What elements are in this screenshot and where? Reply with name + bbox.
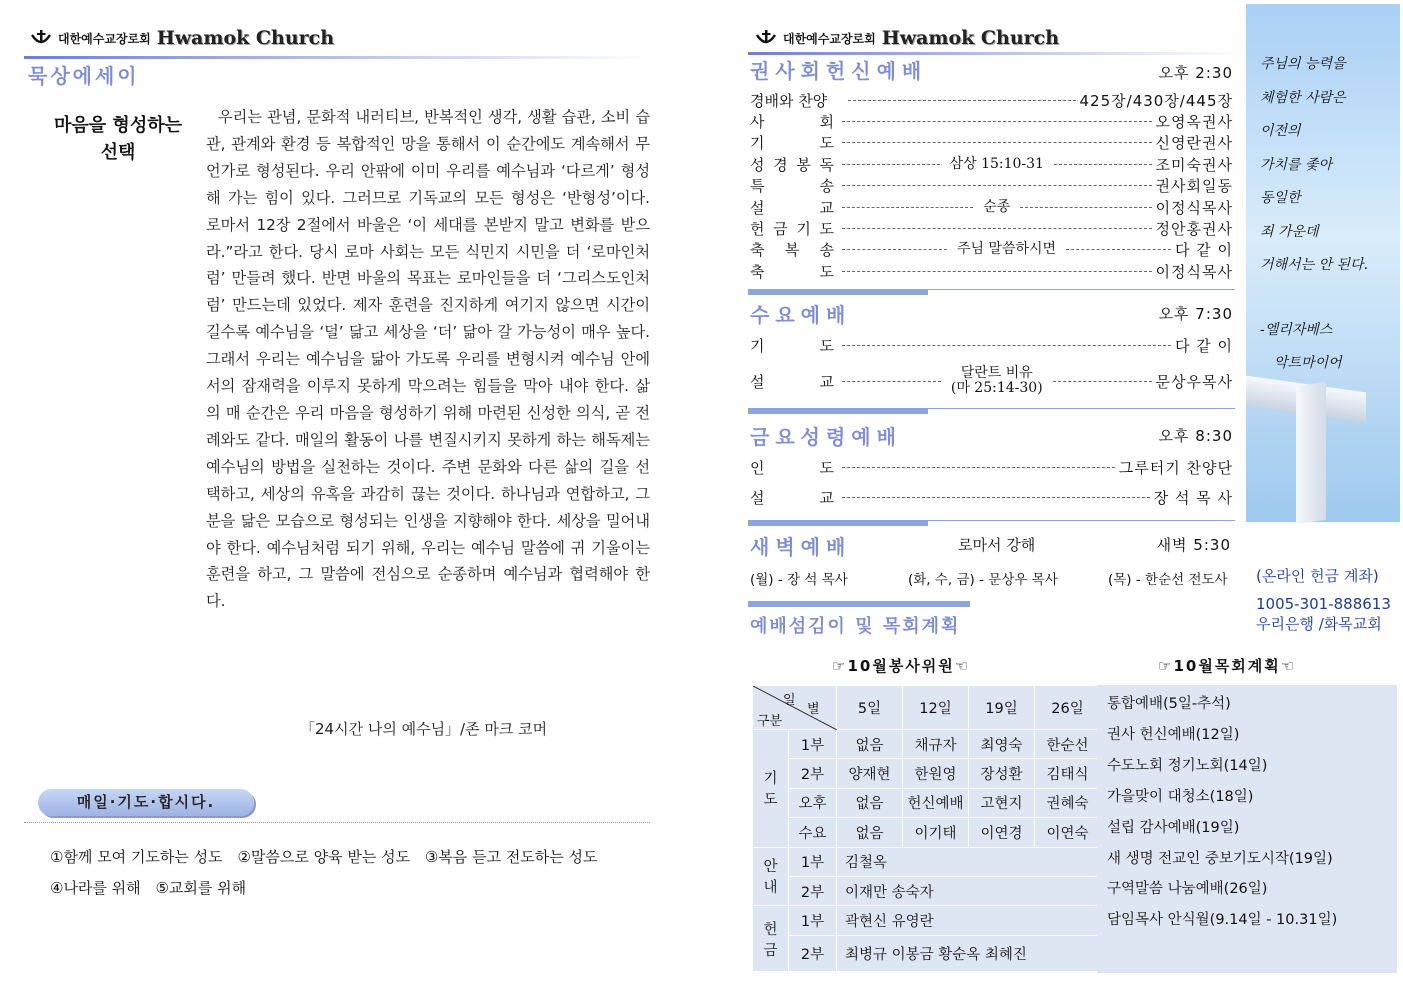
- service-role: 특 송: [750, 177, 834, 196]
- service-row: [750, 218, 1233, 238]
- service-row: [750, 261, 1233, 281]
- service-title-friday: 금요성령예배: [750, 425, 902, 449]
- sidebar-quote: [1260, 48, 1368, 283]
- left-header: [30, 22, 334, 54]
- church-name: Hwamok Church: [156, 27, 335, 49]
- service-row: [750, 335, 1233, 355]
- table-cell: 장성환: [969, 759, 1035, 788]
- table-cell: 김철옥: [837, 847, 1101, 876]
- service-time: 오후 8:30: [1158, 427, 1233, 445]
- service-row: [750, 133, 1233, 153]
- table-row: [753, 906, 1101, 935]
- service-row: [750, 365, 1233, 396]
- prayer-line: [50, 842, 670, 873]
- pastoral-plan-list: [1097, 685, 1397, 973]
- leader-line: [842, 185, 1152, 186]
- date-header: 12일: [903, 686, 969, 730]
- dawn-subject: 로마서 강해: [958, 536, 1036, 554]
- prayer-line: [50, 873, 670, 904]
- essay-title-line: 마음을 형성하는: [54, 115, 182, 136]
- table-cell: 이연숙: [1035, 818, 1101, 847]
- pastoral-title-text: 10월목회계획: [1173, 657, 1281, 675]
- list-item: 가을맞이 대청소(18일): [1107, 788, 1254, 805]
- table-cell: 없음: [837, 818, 903, 847]
- leader-line: [842, 142, 1152, 143]
- service-row: [750, 197, 1233, 217]
- table-cell: 한순선: [1035, 730, 1101, 759]
- volunteers-title-text: 10월봉사위원: [847, 657, 955, 675]
- table-row: [753, 935, 1101, 971]
- table-cell: 채규자: [903, 730, 969, 759]
- quote-line: 주님의 능력을: [1260, 56, 1346, 72]
- date-header: 5일: [837, 686, 903, 730]
- service-detail: 삼상 15:10-31: [949, 155, 1044, 172]
- service-row: [750, 487, 1233, 507]
- hand-icon: ☞: [832, 657, 848, 675]
- dawn-leader: (월) - 장 석 목사: [750, 572, 848, 588]
- section-title-meditation: 묵상에세이: [28, 64, 140, 88]
- quote-line: 죄 가운데: [1260, 223, 1319, 240]
- table-cell: 없음: [837, 788, 903, 817]
- section-bar: [748, 408, 1235, 414]
- quote-line: 거해서는 안 된다.: [1260, 257, 1369, 273]
- date-header: 26일: [1035, 686, 1101, 730]
- quote-line: 이전의: [1260, 123, 1301, 139]
- service-role: 인 도: [750, 458, 834, 477]
- hand-icon: ☜: [954, 657, 971, 675]
- service-detail: 달란트 비유 (마 25:14-30): [950, 365, 1043, 396]
- quote-sidebar: [1246, 4, 1400, 522]
- denomination-label: 대한예수교장로회: [58, 31, 151, 46]
- corner-cell: [753, 686, 837, 730]
- table-cell: 이기태: [903, 818, 969, 847]
- service-title-dawn: 새벽예배: [750, 535, 852, 559]
- service-role: 헌 금 기 도: [750, 219, 834, 238]
- service-time: 오후 2:30: [1158, 64, 1233, 82]
- leader-line: [842, 271, 1152, 272]
- leader-line: [842, 497, 1150, 498]
- row-label: 수요: [789, 818, 837, 847]
- service-role: 축 도: [750, 262, 834, 281]
- corner-col: 별: [807, 702, 820, 717]
- service-person: 다 같 이: [1174, 336, 1233, 355]
- table-row: [753, 759, 1101, 788]
- table-cell: 권혜숙: [1035, 788, 1101, 817]
- quote-line: 체험한 사람은: [1260, 89, 1346, 106]
- row-label: 2부: [789, 935, 837, 971]
- leader-line: [842, 207, 973, 208]
- service-role: 설 교: [750, 372, 834, 391]
- essay-title-line: 선택: [100, 142, 136, 163]
- dawn-leader: (화, 수, 금) - 문상우 목사: [908, 572, 1058, 588]
- volunteers-title: [832, 655, 970, 676]
- service-role: 설 교: [750, 198, 834, 217]
- table-cell: 헌신예배: [903, 788, 969, 817]
- leader-line: [842, 121, 1152, 122]
- service-role: 기 도: [750, 134, 834, 153]
- prayer-items: [50, 842, 670, 904]
- leader-line: [848, 100, 1076, 101]
- church-logo-icon: [30, 27, 52, 49]
- table-cell: 이연경: [969, 818, 1035, 847]
- service-row: [750, 111, 1233, 131]
- table-cell: 곽현신 유영란: [837, 906, 1101, 935]
- service-time: 새벽 5:30: [1156, 536, 1231, 554]
- author-line: -엘리자베스: [1260, 322, 1333, 338]
- plan-title: 예배섬김이 및 목회계획: [750, 616, 961, 637]
- table-row: [753, 730, 1101, 759]
- group-label: 헌금: [753, 906, 789, 971]
- service-person: 다 같 이: [1175, 241, 1234, 260]
- table-cell: 김태식: [1035, 759, 1101, 788]
- author-line: 악트마이어: [1274, 355, 1342, 371]
- group-label: 안내: [753, 847, 789, 906]
- list-item: 수도노회 정기노회(14일): [1107, 757, 1268, 774]
- leader-line: [842, 249, 947, 250]
- group-label: 기도: [753, 730, 789, 848]
- prayer-item: ②말씀으로 양육 받는 성도: [237, 848, 411, 866]
- prayer-title: 매일·기도·합시다.: [38, 789, 254, 816]
- row-label: 2부: [789, 876, 837, 905]
- date-header: 19일: [969, 686, 1035, 730]
- service-role: 사 회: [750, 112, 834, 131]
- quote-author: [1260, 314, 1342, 380]
- corner-day: 일: [783, 693, 796, 708]
- online-offering-account: [1256, 566, 1391, 634]
- list-item: 권사 헌신예배(12일): [1107, 726, 1240, 743]
- service-title-wednesday: 수요예배: [750, 303, 852, 327]
- service-person: 조미숙권사: [1155, 155, 1233, 174]
- account-bank: 우리은행 /화목교회: [1256, 615, 1382, 633]
- table-cell: 최병규 이봉금 황순옥 최혜진: [837, 935, 1101, 971]
- prayer-item: ⑤교회를 위해: [155, 879, 247, 897]
- row-label: 1부: [789, 847, 837, 876]
- row-label: 1부: [789, 730, 837, 759]
- list-item: 통합예배(5일-추석): [1107, 696, 1231, 712]
- corner-row: 구분: [757, 714, 783, 729]
- prayer-item: ④나라를 위해: [50, 879, 141, 897]
- service-row: [750, 457, 1233, 477]
- service-role: 기 도: [750, 336, 834, 355]
- service-person: 문상우목사: [1155, 372, 1233, 391]
- table-row: [753, 876, 1101, 905]
- leader-line: [842, 381, 941, 382]
- table-cell: 이재만 송숙자: [837, 876, 1101, 905]
- account-number: 1005-301-888613: [1256, 595, 1391, 613]
- service-row: [750, 240, 1233, 260]
- service-row: [750, 154, 1233, 174]
- service-row: [750, 176, 1233, 196]
- essay-title: [48, 112, 188, 166]
- row-label: 1부: [789, 906, 837, 935]
- table-cell: 양재현: [837, 759, 903, 788]
- table-row: [753, 818, 1101, 847]
- service-person: 정안홍권사: [1155, 219, 1233, 238]
- essay-paragraph: 우리는 관념, 문화적 내러티브, 반복적인 생각, 생활 습관, 소비 습관, 관계와 환경 등 복합적인 망을 통해서 이 순간에도 계속해서 무언가로 형성된다. 우리 안팎에 이미 우리를 예수님과 ‘다르게’ 형성해 가는 힘이 있다. 그러므로 기독교의 모든 형성은 ‘반형성’이다. 로마서 12장 2절에서 바울은 ‘이 세대를 본받지 말고 변화를 받으라.”라고 한다. 당시 로마 사회는 모든 식민지 시민을 더 ‘로마인처럼’ 만들려 했다. 반면 바울의 목표는 로마인들을 더 ‘그리스도인처럼’ 만드는데 있었다. 제자 훈련을 진지하게 여기지 않으면 시간이 길수록 예수님을 ‘덜’ 닮고 세상을 ‘더’ 닮아 갈 가능성이 매우 높다. 그래서 우리는 예수님을 닮아 가도록 우리를 변형시켜 예수님 안에서의 잠재력을 이루지 못하게 막으려는 힘들을 막아 내야 한다. 삶의 매 순간은 우리 마음을 형성하기 위해 마련된 신성한 의식, 곧 전례와도 같다. 매일의 활동이 나를 변질시키지 못하게 하는 해독제는 예수님의 방법을 실천하는 것이다. 주변 문화와 다른 삶의 길을 선택하고, 세상의 유혹을 과감히 끊는 것이다. 하나님과 연합하고, 그분을 닮은 모습으로 형성되는 인생을 지향해야 한다. 세상을 밀어내야 한다. 예수님처럼 되기 위해, 우리는 예수님 말씀에 귀 기울이는 훈련을 하고, 그 말씀에 전심으로 순종하며 예수님과 협력해야 한다.: [206, 108, 650, 611]
- prayer-item: ①함께 모여 기도하는 성도: [50, 848, 223, 866]
- prayer-item: ③복음 듣고 전도하는 성도: [424, 848, 598, 866]
- list-item: 담임목사 안식월(9.14일 - 10.31일): [1107, 912, 1338, 929]
- table-cell: 없음: [837, 730, 903, 759]
- service-detail: 순종: [983, 198, 1011, 215]
- leader-line: [1054, 164, 1152, 165]
- hand-icon: ☞: [1158, 657, 1174, 675]
- leader-line: [842, 345, 1171, 346]
- row-label: 2부: [789, 759, 837, 788]
- service-role: 축 복 송: [750, 241, 834, 260]
- service-person: 그루터기 찬양단: [1118, 458, 1233, 477]
- service-person: 신영란권사: [1155, 134, 1233, 153]
- row-label: 오후: [789, 788, 837, 817]
- service-title-kwonsa: 권사회헌신예배: [750, 59, 928, 83]
- quote-line: 가치를 좇아: [1260, 156, 1333, 173]
- leader-line: [1020, 207, 1151, 208]
- account-label: (온라인 헌금 계좌): [1256, 567, 1379, 585]
- cross-image: [1296, 382, 1326, 524]
- service-person: 권사회일동: [1155, 177, 1233, 196]
- leader-line: [1053, 381, 1152, 382]
- hand-icon: ☜: [1280, 657, 1297, 675]
- service-role: 성 경 봉 독: [750, 155, 834, 174]
- leader-line: [842, 164, 940, 165]
- section-bar: [748, 289, 1235, 295]
- header-divider: [24, 56, 650, 59]
- table-header-row: [753, 686, 1101, 730]
- section-bar: [748, 601, 1235, 607]
- list-item: 새 생명 전교인 중보기도시작(19일): [1107, 850, 1333, 867]
- leader-line: [842, 467, 1115, 468]
- table-cell: 최영숙: [969, 730, 1035, 759]
- section-bar: [748, 520, 1235, 526]
- table-cell: 한원영: [903, 759, 969, 788]
- service-detail: 주님 말씀하시면: [956, 241, 1057, 258]
- pastoral-title: [1158, 655, 1296, 676]
- service-person: 오영옥권사: [1155, 112, 1233, 131]
- denomination-label: 대한예수교장로회: [783, 31, 876, 46]
- dawn-leader: (목) - 한순선 전도사: [1108, 572, 1228, 588]
- table-cell: 고현지: [969, 788, 1035, 817]
- prayer-divider: [24, 822, 650, 823]
- essay-body: [206, 104, 650, 615]
- list-item: 구역말씀 나눔예배(26일): [1107, 881, 1268, 898]
- service-role: 설 교: [750, 488, 834, 507]
- service-row: [750, 90, 1233, 110]
- service-role: 경배와 찬양: [750, 91, 828, 110]
- service-time: 오후 7:30: [1158, 305, 1233, 323]
- quote-line: 동일한: [1260, 190, 1301, 206]
- service-person: 이정식목사: [1155, 262, 1233, 281]
- service-person: 장 석 목 사: [1153, 488, 1233, 507]
- service-person: 이정식목사: [1155, 198, 1234, 217]
- list-item: 설립 감사예배(19일): [1107, 819, 1240, 836]
- leader-line: [842, 228, 1152, 229]
- essay-source: 「24시간 나의 예수님」/존 마크 코머: [300, 720, 548, 738]
- table-row: [753, 847, 1101, 876]
- leader-line: [1066, 249, 1171, 250]
- church-name: Hwamok Church: [881, 27, 1060, 49]
- table-row: [753, 788, 1101, 817]
- service-person: 425장/430장/445장: [1079, 91, 1233, 110]
- volunteers-table: [752, 685, 1101, 972]
